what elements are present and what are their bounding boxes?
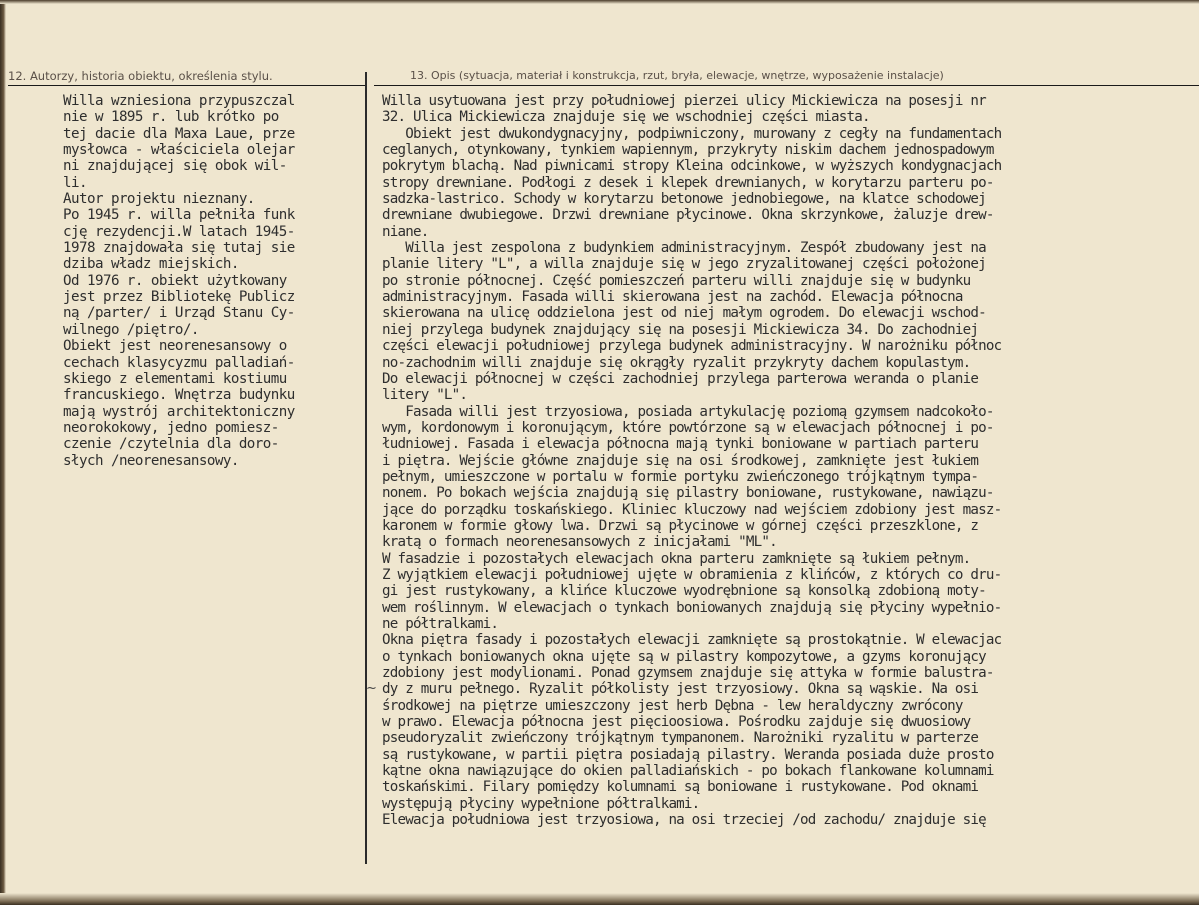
- text-line: Willa jest zespolona z budynkiem administracyjnym. Zespół zbudowany jest na: [382, 240, 986, 257]
- text-line: Do elewacji północnej w części zachodniej przylega parterowa weranda o planie: [382, 370, 979, 387]
- text-line: ceglanych, otynkowany, tynkiem wapiennym, przykryty niskim dachem jednospadowym: [382, 142, 994, 159]
- text-line: wym, kordonowym i koronującym, które powtórzone są w elewacjach północnej i po-: [382, 419, 994, 436]
- text-line: części elewacji południowej przylega budynek administracyjny. W narożniku północ: [382, 338, 1002, 355]
- text-line: pełnym, umieszczone w portalu w formie portyku zwieńczonego trójkątnym tympa-: [382, 468, 979, 485]
- text-line: jące do porządku toskańskiego. Kliniec kluczowy nad wejściem zdobiony jest masz-: [382, 501, 1002, 518]
- text-line: Obiekt jest dwukondygnacyjny, podpiwniczony, murowany z cegły na fundamentach: [382, 125, 1002, 142]
- text-line: wilnego /piętro/.: [63, 321, 199, 338]
- section-12-header: 12. Autorzy, historia obiektu, określenia stylu.: [8, 69, 273, 83]
- text-line: zdobiony jest modylionami. Ponad gzymsem znajduje się attyka w formie balustra-: [382, 665, 994, 682]
- text-line: kątne okna nawiązujące do okien palladiańskich - po bokach flankowane kolumnami: [382, 763, 994, 780]
- text-line: o tynkach boniowanych okna ujęte są w pilastry kompozytowe, a gzyms koronujący: [382, 648, 986, 665]
- text-line: gi jest rustykowany, a klińce kluczowe wyodrębnione są konsolką zdobioną moty-: [382, 583, 986, 600]
- header-rule-left: [8, 85, 366, 86]
- text-line: ną /parter/ i Urząd Stanu Cy-: [63, 305, 295, 322]
- text-line: Z wyjątkiem elewacji południowej ujęte w obramienia z klińców, z których co dru-: [382, 566, 1002, 583]
- text-line: 1978 znajdowała się tutaj sie: [63, 240, 295, 257]
- history-text-column: [63, 93, 363, 469]
- text-line: pokrytym blachą. Nad piwnicami stropy Kleina odcinkowe, w wyższych kondygnacjach: [382, 158, 1002, 175]
- text-line: dy z muru pełnego. Ryzalit półkolisty jest trzyosiowy. Okna są wąskie. Na osi: [382, 681, 979, 698]
- text-line: łudniowej. Fasada i elewacja północna mają tynki boniowane w partiach parteru: [382, 436, 979, 453]
- text-line: nonem. Po bokach wejścia znajdują się pilastry boniowane, rustykowane, nawiązu-: [382, 485, 994, 502]
- text-line: mają wystrój architektoniczny: [63, 403, 295, 420]
- text-line: niane.: [382, 223, 429, 240]
- text-line: Od 1976 r. obiekt użytkowany: [63, 272, 287, 289]
- text-line: sadzka-lastrico. Schody w korytarzu betonowe jednobiegowe, na klatce schodowej: [382, 191, 986, 208]
- text-line: Po 1945 r. willa pełniła funk: [63, 207, 295, 224]
- text-line: planie litery "L", a willa znajduje się w jego zryzalitowanej części położonej: [382, 256, 986, 273]
- text-line: Autor projektu nieznany.: [63, 191, 255, 208]
- scan-edge-top: [0, 0, 1199, 4]
- text-line: ni znajdującej się obok wil-: [63, 158, 287, 175]
- text-line: po stronie północnej. Część pomieszczeń parteru willi znajduje się w budynku: [382, 272, 971, 289]
- scan-edge-bottom: [0, 893, 1199, 905]
- text-line: stropy drewniane. Podłogi z desek i klepek drewnianych, w korytarzu parteru po-: [382, 174, 994, 191]
- text-line: tej dacie dla Maxa Laue, prze: [63, 125, 295, 142]
- text-line: czenie /czytelnia dla doro-: [63, 436, 279, 453]
- text-line: Fasada willi jest trzyosiowa, posiada artykulację poziomą gzymsem nadcokoło-: [382, 403, 994, 420]
- header-rule-right: [374, 85, 1199, 86]
- text-line: Elewacja południowa jest trzyosiowa, na osi trzeciej /od zachodu/ znajduje się: [382, 812, 986, 829]
- text-line: środkowej na piętrze umieszczony jest herb Dębna - lew heraldyczny zwrócony: [382, 697, 963, 714]
- text-line: litery "L".: [382, 387, 468, 404]
- text-line: skierowana na ulicę oddzielona jest od niej małym ogrodem. Do elewacji wschod-: [382, 305, 986, 322]
- text-line: występują płyciny wypełnione półtralkami.: [382, 795, 700, 812]
- text-line: pseudoryzalit zwieńczony trójkątnym tympanonem. Narożniki ryzalitu w parterze: [382, 730, 979, 747]
- text-line: są rustykowane, w partii piętra posiadają pilastry. Weranda posiada duże prosto: [382, 746, 994, 763]
- section-13-header: 13. Opis (sytuacja, materiał i konstrukcja, rzut, bryła, elewacje, wnętrze, wyposażenie instalacje): [410, 69, 944, 82]
- text-line: Willa wzniesiona przypuszczal: [63, 93, 295, 109]
- text-line: cję rezydencji.W latach 1945-: [63, 223, 295, 240]
- text-line: karonem w formie głowy lwa. Drzwi są płycinowe w górnej części przeszklone, z: [382, 517, 979, 534]
- text-line: 32. Ulica Mickiewicza znajduje się we wschodniej części miasta.: [382, 109, 870, 126]
- text-line: jest przez Bibliotekę Publicz: [63, 289, 295, 306]
- description-text-column: [382, 93, 1198, 828]
- text-line: Obiekt jest neorenesansowy o: [63, 338, 287, 355]
- text-line: kratą o formach neorenesansowych z inicjałami "ML".: [382, 534, 777, 551]
- text-line: niej przylega budynek znajdujący się na posesji Mickiewicza 34. Do zachodniej: [382, 321, 979, 338]
- text-line: mysłowca - właściciela olejar: [63, 142, 295, 159]
- text-line: administracyjnym. Fasada willi skierowana jest na zachód. Elewacja północna: [382, 289, 963, 306]
- text-line: słych /neorenesansowy.: [63, 452, 239, 469]
- text-line: Willa usytuowana jest przy południowej pierzei ulicy Mickiewicza na posesji nr: [382, 93, 986, 109]
- text-line: wem roślinnym. W elewacjach o tynkach boniowanych znajdują się płyciny wypełnio-: [382, 599, 1002, 616]
- text-line: cechach klasycyzmu palladiań-: [63, 354, 295, 371]
- text-line: no-zachodnim willi znajduje się okrągły ryzalit przykryty dachem kopulastym.: [382, 354, 971, 371]
- text-line: Okna piętra fasady i pozostałych elewacji zamknięte są prostokątnie. W elewacjac: [382, 632, 1002, 649]
- text-line: li.: [63, 174, 87, 191]
- text-line: i piętra. Wejście główne znajduje się na osi środkowej, zamknięte jest łukiem: [382, 452, 979, 469]
- column-divider: [365, 72, 367, 864]
- text-line: nie w 1895 r. lub krótko po: [63, 109, 279, 126]
- margin-mark: ~: [366, 681, 377, 696]
- text-line: w prawo. Elewacja północna jest pięcioosiowa. Pośrodku zajduje się dwuosiowy: [382, 714, 971, 731]
- text-line: ne półtralkami.: [382, 616, 499, 632]
- text-line: drewniane dwubiegowe. Drzwi drewniane płycinowe. Okna skrzynkowe, żaluzje drew-: [382, 207, 994, 224]
- scan-edge-left: [0, 0, 6, 905]
- text-line: francuskiego. Wnętrza budynku: [63, 387, 295, 404]
- text-line: neorokokowy, jedno pomiesz-: [63, 419, 279, 436]
- text-line: W fasadzie i pozostałych elewacjach okna parteru zamknięte są łukiem pełnym.: [382, 550, 971, 567]
- text-line: toskańskimi. Filary pomiędzy kolumnami są boniowane i rustykowane. Pod oknami: [382, 779, 979, 796]
- text-line: skiego z elementami kostiumu: [63, 370, 287, 387]
- text-line: dziba władz miejskich.: [63, 256, 239, 273]
